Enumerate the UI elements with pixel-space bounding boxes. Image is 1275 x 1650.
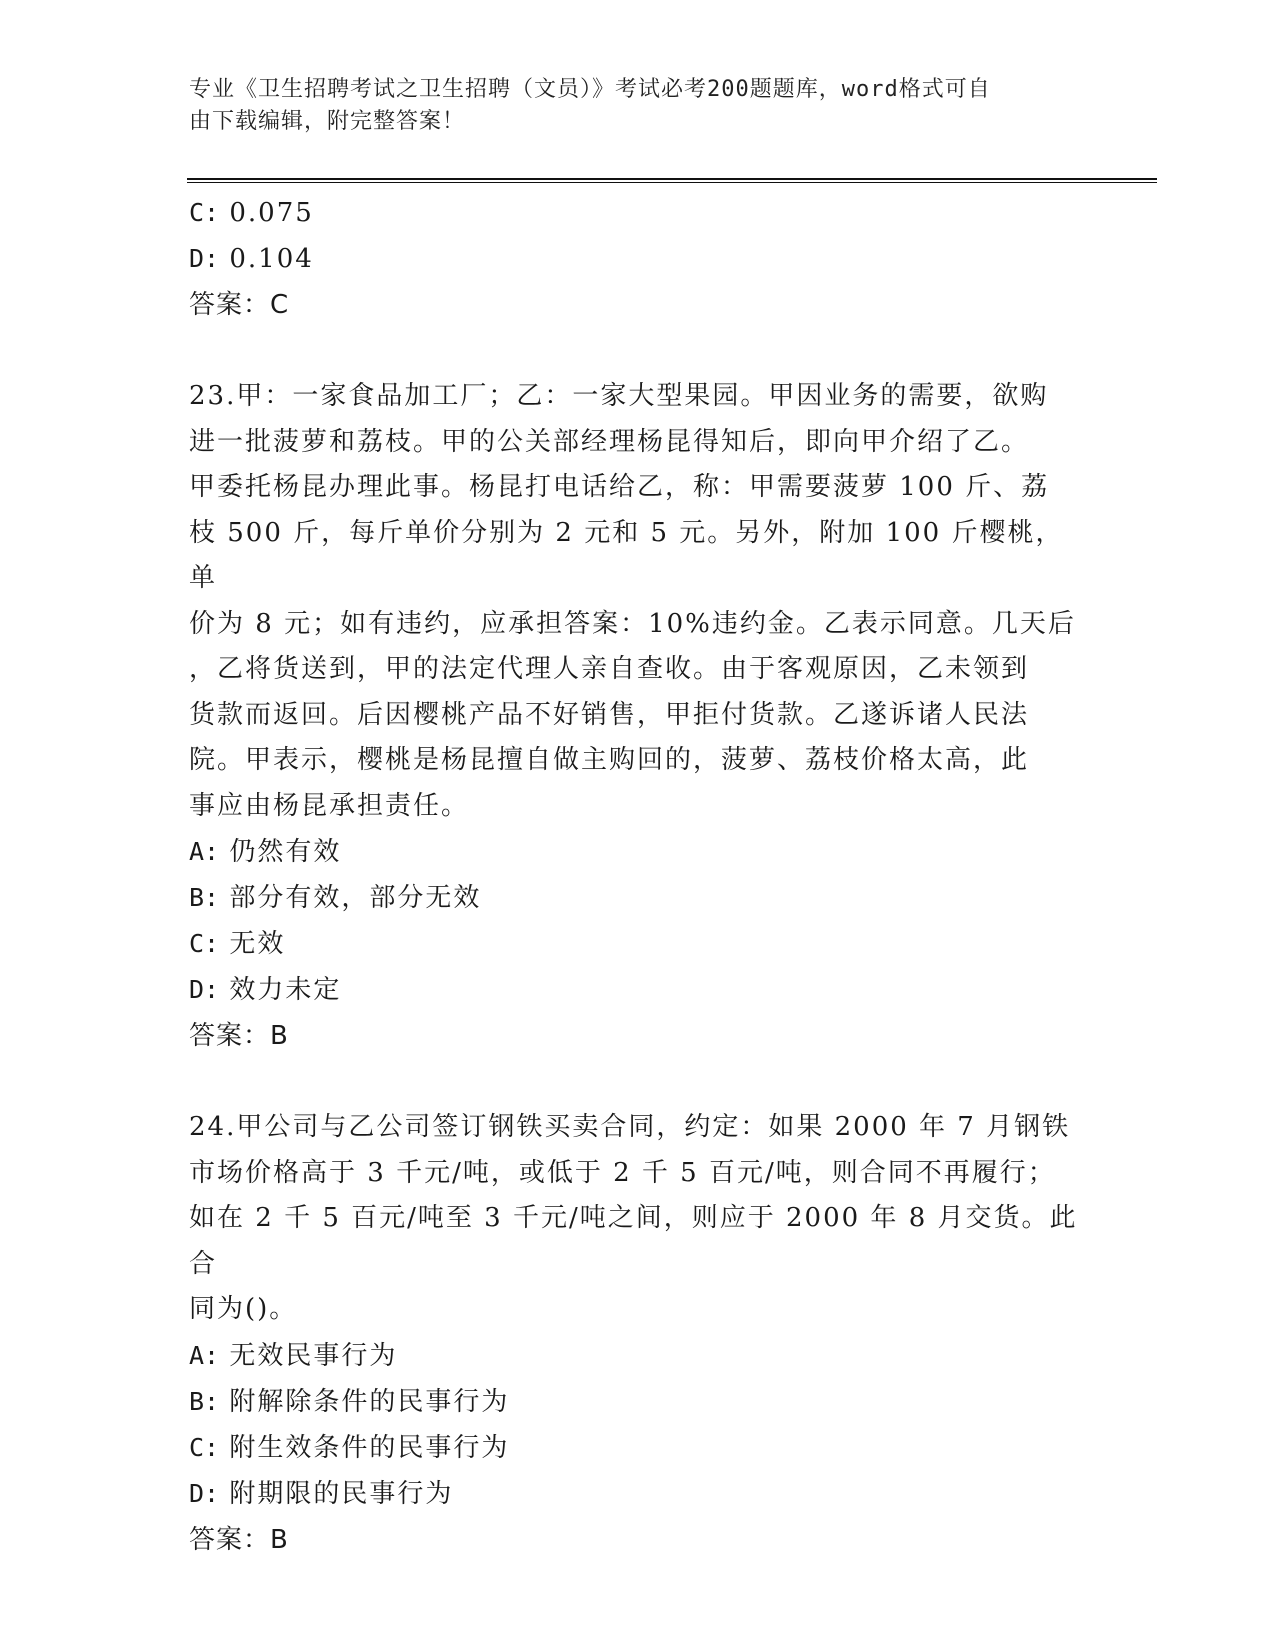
option-text: 0.104 [229, 244, 314, 274]
option-text: 部分有效，部分无效 [229, 883, 482, 913]
answer-line: 答案：C [189, 290, 290, 320]
option-text: 附生效条件的民事行为 [229, 1432, 510, 1463]
option-d [189, 967, 1089, 1013]
option-key: B: [189, 1386, 220, 1416]
spacer [189, 1059, 1089, 1105]
option-text: 无效 [229, 929, 286, 959]
page-header [189, 74, 1069, 138]
question-line: 23.甲：一家食品加工厂；乙：一家大型果园。甲因业务的需要，欲购 [189, 381, 1049, 411]
header-line: 由下载编辑，附完整答案！ [189, 109, 466, 134]
option-key: C: [189, 1432, 220, 1462]
question-text [189, 374, 1089, 829]
question-line: 事应由杨昆承担责任。 [189, 790, 470, 821]
option-text: 附期限的民事行为 [229, 1478, 454, 1509]
option-key: A: [189, 837, 220, 866]
question-line: 24.甲公司与乙公司签订钢铁买卖合同，约定：如果 2000 年 7 月钢铁 [189, 1112, 1071, 1142]
question-line: 甲委托杨昆办理此事。杨昆打电话给乙，称：甲需要菠萝 100 斤、荔 [189, 472, 1050, 502]
option-key: C: [189, 198, 220, 227]
document-body [189, 190, 1089, 1563]
option-key: B: [189, 883, 220, 912]
option-key: A: [189, 1340, 220, 1370]
question-line: 市场价格高于 3 千元/吨，或低于 2 千 5 百元/吨，则合同不再履行； [189, 1157, 1056, 1188]
option-key: D: [189, 975, 220, 1004]
question-23 [189, 374, 1089, 1059]
option-b [189, 1379, 1089, 1425]
option-c [189, 1425, 1089, 1471]
question-line: 同为()。 [189, 1294, 298, 1324]
prev-question [189, 190, 1089, 328]
question-24 [189, 1105, 1089, 1563]
option-key: D: [189, 1478, 220, 1508]
option-c [189, 190, 1089, 236]
option-d [189, 236, 1089, 282]
question-line: 进一批菠萝和荔枝。甲的公关部经理杨昆得知后，即向甲介绍了乙。 [189, 426, 1030, 457]
question-line: ，乙将货送到，甲的法定代理人亲自查收。由于客观原因，乙未领到 [189, 654, 1030, 684]
option-text: 效力未定 [229, 975, 342, 1005]
question-line: 院。甲表示，樱桃是杨昆擅自做主购回的，菠萝、荔枝价格太高，此 [189, 745, 1030, 775]
question-text [189, 1105, 1089, 1333]
answer-line: 答案：B [189, 1021, 289, 1051]
header-line: 专业《卫生招聘考试之卫生招聘（文员）》考试必考200题题库，word格式可自 [189, 77, 991, 102]
header-divider [187, 178, 1157, 183]
question-line: 枝 500 斤，每斤单价分别为 2 元和 5 元。另外，附加 100 斤樱桃，单 [189, 517, 1064, 593]
option-text: 0.075 [229, 198, 314, 228]
question-line: 如在 2 千 5 百元/吨至 3 千元/吨之间，则应于 2000 年 8 月交货。此合 [189, 1203, 1078, 1279]
answer-line: 答案：B [189, 1524, 289, 1555]
spacer [189, 328, 1089, 374]
option-text: 无效民事行为 [229, 1340, 398, 1371]
option-d [189, 1471, 1089, 1517]
option-text: 附解除条件的民事行为 [229, 1386, 510, 1417]
option-key: D: [189, 244, 220, 273]
question-line: 货款而返回。后因樱桃产品不好销售，甲拒付货款。乙遂诉诸人民法 [189, 699, 1030, 730]
option-key: C: [189, 929, 220, 958]
option-b [189, 875, 1089, 921]
option-a [189, 829, 1089, 875]
question-line: 价为 8 元；如有违约，应承担答案：10%违约金。乙表示同意。几天后 [189, 608, 1076, 639]
option-a [189, 1333, 1089, 1379]
option-text: 仍然有效 [229, 837, 342, 867]
option-c [189, 921, 1089, 967]
